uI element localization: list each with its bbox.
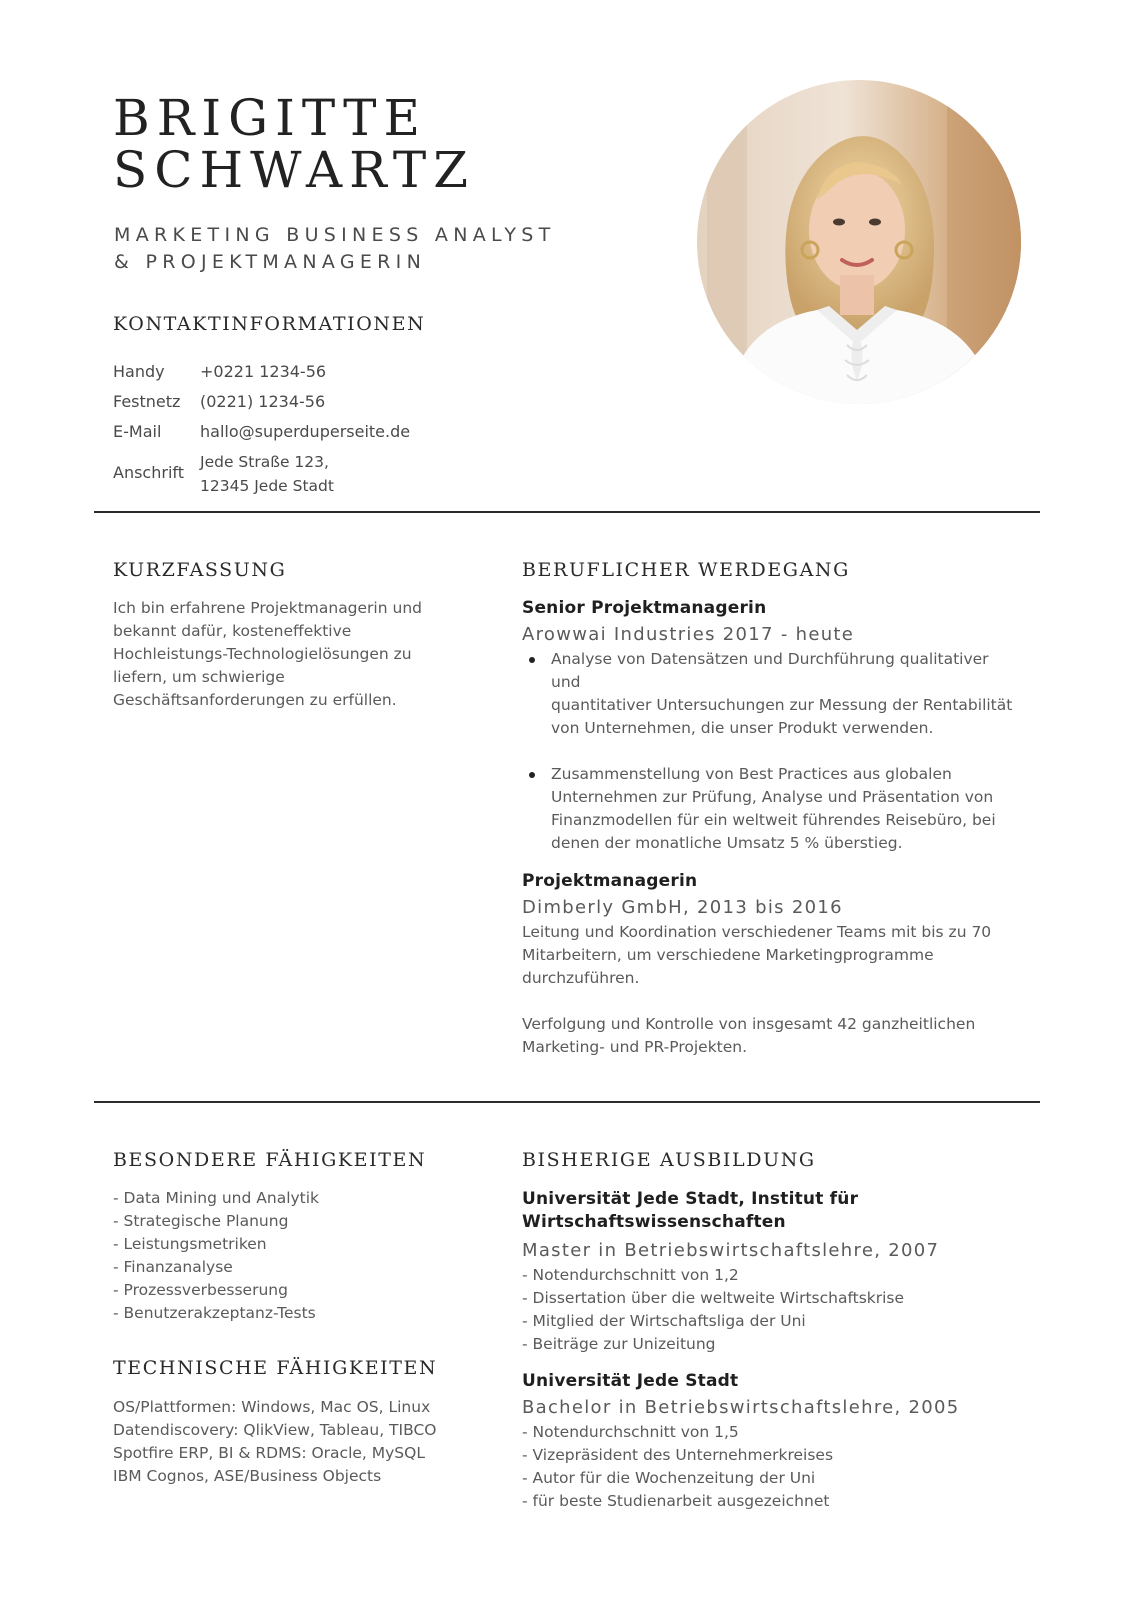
tech-line: IBM Cognos, ASE/Business Objects — [113, 1467, 382, 1485]
school-detail: - Dissertation über die weltweite Wirtschaftskrise — [522, 1289, 905, 1307]
description-line: Marketing- und PR-Projekten. — [522, 1038, 748, 1056]
school-detail: - Beiträge zur Unizeitung — [522, 1335, 716, 1353]
address-line-1: Jede Straße 123, — [200, 453, 329, 471]
contact-value-email[interactable]: hallo@superduperseite.de — [200, 421, 411, 441]
job-bullet — [522, 763, 1022, 855]
school-detail: - für beste Studienarbeit ausgezeichnet — [522, 1492, 830, 1510]
contact-value-landline: (0221) 1234-56 — [200, 391, 326, 411]
bullet-line: quantitativer Untersuchungen zur Messung der Rentabilität — [551, 696, 1013, 714]
contact-label: Anschrift — [113, 462, 185, 482]
description-line: durchzuführen. — [522, 969, 640, 987]
summary-line: Geschäftsanforderungen zu erfüllen. — [113, 691, 397, 709]
skill-item: - Leistungsmetriken — [113, 1235, 267, 1253]
description-line: Verfolgung und Kontrolle von insgesamt 42 ganzheitlichen — [522, 1015, 976, 1033]
experience-section — [522, 598, 1022, 1059]
education-heading: BISHERIGE AUSBILDUNG — [522, 1149, 816, 1171]
school-name: Universität Jede Stadt — [522, 1371, 739, 1391]
divider-top — [94, 511, 1040, 513]
contact-value-mobile: +0221 1234-56 — [200, 361, 327, 381]
tech-line: OS/Plattformen: Windows, Mac OS, Linux — [113, 1398, 431, 1416]
contact-heading: KONTAKTINFORMATIONEN — [113, 313, 426, 335]
tech-heading: TECHNISCHE FÄHIGKEITEN — [113, 1357, 438, 1379]
contact-label: E-Mail — [113, 421, 162, 441]
school-degree: Master in Betriebswirtschaftslehre, 2007 — [522, 1240, 940, 1261]
school-details — [522, 1421, 1022, 1513]
contact-label: Festnetz — [113, 391, 181, 411]
role-line-2: & PROJEKTMANAGERIN — [114, 251, 427, 273]
tech-line: Datendiscovery: QlikView, Tableau, TIBCO — [113, 1421, 437, 1439]
school-name-line: Universität Jede Stadt, Institut für — [522, 1189, 859, 1209]
bullet-line: denen der monatliche Umsatz 5 % überstieg. — [551, 834, 903, 852]
tech-list — [113, 1396, 436, 1488]
contact-row-landline — [113, 386, 410, 416]
contact-value-address — [200, 446, 410, 498]
skill-item: - Strategische Planung — [113, 1212, 289, 1230]
job-bullet — [522, 648, 1022, 740]
contact-row-address — [113, 446, 410, 498]
bullet-line: Zusammenstellung von Best Practices aus globalen — [551, 765, 952, 783]
summary-text — [113, 597, 443, 712]
skill-item: - Finanzanalyse — [113, 1258, 233, 1276]
experience-heading: BERUFLICHER WERDEGANG — [522, 559, 850, 581]
school-details — [522, 1264, 1022, 1356]
summary-line: Hochleistungs-Technologielösungen zu — [113, 645, 412, 663]
school-detail: - Mitglied der Wirtschaftsliga der Uni — [522, 1312, 806, 1330]
summary-line: Ich bin erfahrene Projektmanagerin und — [113, 599, 422, 617]
bullet-line: Unternehmen zur Prüfung, Analyse und Präsentation von — [551, 788, 994, 806]
job-title: Projektmanagerin — [522, 871, 698, 891]
school-detail: - Vizepräsident des Unternehmerkreises — [522, 1446, 834, 1464]
job-title: Senior Projektmanagerin — [522, 598, 767, 618]
bullet-line: Finanzmodellen für ein weltweit führendes Reisebüro, bei — [551, 811, 996, 829]
description-line: Mitarbeitern, um verschiedene Marketingprogramme — [522, 946, 934, 964]
address-line-2: 12345 Jede Stadt — [200, 477, 334, 495]
school-name — [522, 1188, 1022, 1234]
divider-bottom — [94, 1101, 1040, 1103]
school-detail: - Autor für die Wochenzeitung der Uni — [522, 1469, 816, 1487]
job-description — [522, 921, 1022, 1059]
contact-table — [113, 356, 410, 498]
role-line-1: MARKETING BUSINESS ANALYST — [114, 224, 556, 246]
skills-heading: BESONDERE FÄHIGKEITEN — [113, 1149, 427, 1171]
name-last: SCHWARTZ — [113, 141, 475, 199]
name-heading — [113, 89, 475, 199]
tech-line: Spotfire ERP, BI & RDMS: Oracle, MySQL — [113, 1444, 425, 1462]
bullet-line: von Unternehmen, die unser Produkt verwenden. — [551, 719, 934, 737]
summary-line: liefern, um schwierige — [113, 668, 285, 686]
name-first: BRIGITTE — [113, 89, 427, 147]
skill-item: - Benutzerakzeptanz-Tests — [113, 1304, 316, 1322]
summary-heading: KURZFASSUNG — [113, 559, 287, 581]
job-role — [114, 222, 556, 276]
job-bullets — [522, 648, 1022, 855]
education-section — [522, 1188, 1022, 1513]
portrait-illustration — [697, 80, 1021, 404]
skill-item: - Data Mining und Analytik — [113, 1189, 320, 1207]
contact-label: Handy — [113, 361, 165, 381]
contact-row-email — [113, 416, 410, 446]
bullet-line: Analyse von Datensätzen und Durchführung qualitativer und — [551, 650, 989, 691]
school-detail: - Notendurchschnitt von 1,5 — [522, 1423, 739, 1441]
skill-item: - Prozessverbesserung — [113, 1281, 288, 1299]
contact-row-mobile — [113, 356, 410, 386]
job-company: Arowwai Industries 2017 - heute — [522, 624, 855, 645]
school-name-line: Wirtschaftswissenschaften — [522, 1212, 786, 1232]
skills-list — [113, 1187, 319, 1325]
profile-photo — [697, 80, 1021, 404]
school-degree: Bachelor in Betriebswirtschaftslehre, 2005 — [522, 1397, 960, 1418]
summary-line: bekannt dafür, kosteneffektive — [113, 622, 352, 640]
job-company: Dimberly GmbH, 2013 bis 2016 — [522, 897, 843, 918]
school-detail: - Notendurchschnitt von 1,2 — [522, 1266, 739, 1284]
description-line: Leitung und Koordination verschiedener Teams mit bis zu 70 — [522, 923, 992, 941]
